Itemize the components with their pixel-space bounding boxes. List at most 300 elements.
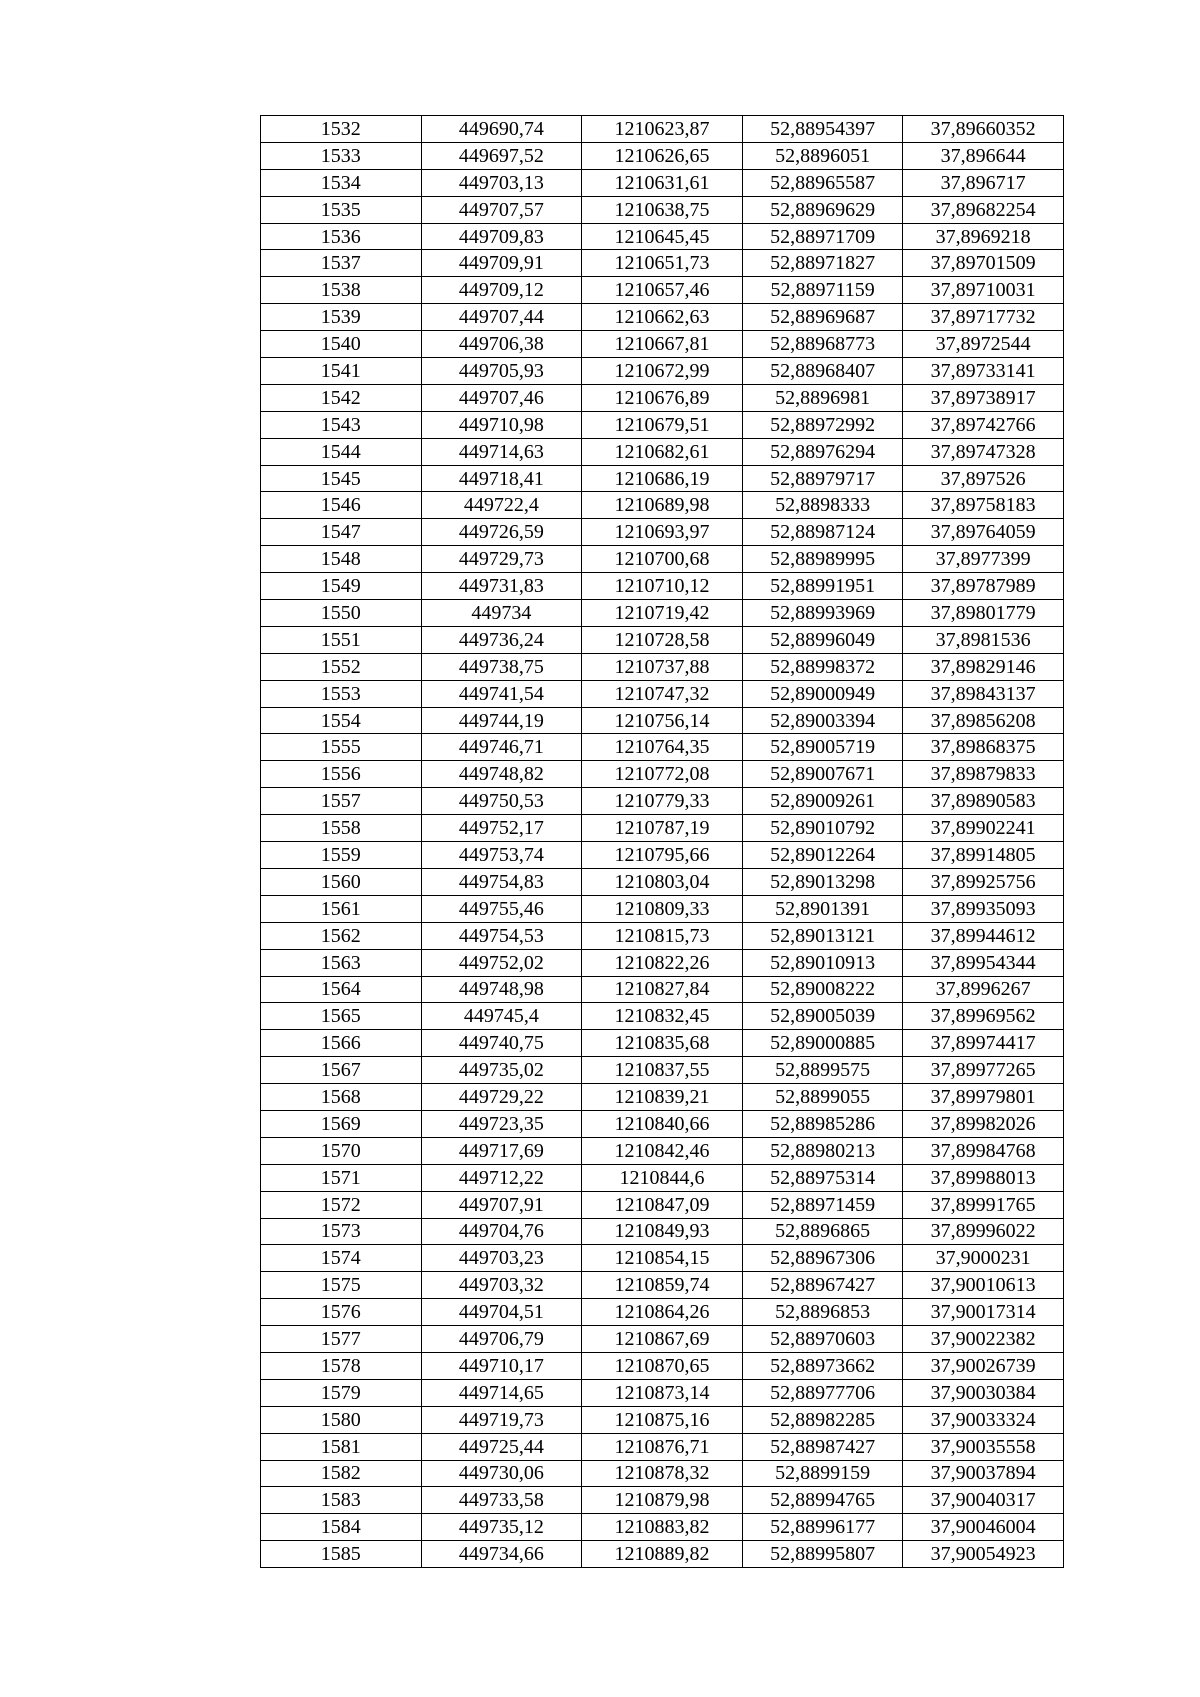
longitude-cell: 37,89829146	[903, 653, 1064, 680]
point-number-cell: 1557	[261, 788, 422, 815]
x-coordinate-cell: 449703,13	[421, 169, 582, 196]
table-row	[261, 1272, 1064, 1299]
latitude-cell: 52,88970603	[742, 1326, 903, 1353]
point-number-cell: 1553	[261, 680, 422, 707]
longitude-cell: 37,8977399	[903, 546, 1064, 573]
y-coordinate-cell: 1210728,58	[582, 626, 743, 653]
longitude-cell: 37,90037894	[903, 1460, 1064, 1487]
y-coordinate-cell: 1210876,71	[582, 1433, 743, 1460]
table-row	[261, 1191, 1064, 1218]
point-number-cell: 1547	[261, 519, 422, 546]
y-coordinate-cell: 1210842,46	[582, 1137, 743, 1164]
y-coordinate-cell: 1210883,82	[582, 1514, 743, 1541]
longitude-cell: 37,89742766	[903, 411, 1064, 438]
table-row	[261, 519, 1064, 546]
point-number-cell: 1579	[261, 1379, 422, 1406]
point-number-cell: 1585	[261, 1541, 422, 1568]
point-number-cell: 1555	[261, 734, 422, 761]
y-coordinate-cell: 1210835,68	[582, 1030, 743, 1057]
latitude-cell: 52,88967306	[742, 1245, 903, 1272]
x-coordinate-cell: 449735,02	[421, 1057, 582, 1084]
y-coordinate-cell: 1210764,35	[582, 734, 743, 761]
x-coordinate-cell: 449703,23	[421, 1245, 582, 1272]
longitude-cell: 37,89969562	[903, 1003, 1064, 1030]
latitude-cell: 52,88991951	[742, 573, 903, 600]
longitude-cell: 37,90040317	[903, 1487, 1064, 1514]
y-coordinate-cell: 1210787,19	[582, 815, 743, 842]
longitude-cell: 37,89701509	[903, 250, 1064, 277]
point-number-cell: 1576	[261, 1299, 422, 1326]
table-row	[261, 1406, 1064, 1433]
latitude-cell: 52,89013298	[742, 868, 903, 895]
x-coordinate-cell: 449731,83	[421, 573, 582, 600]
longitude-cell: 37,89988013	[903, 1164, 1064, 1191]
x-coordinate-cell: 449706,38	[421, 331, 582, 358]
longitude-cell: 37,90033324	[903, 1406, 1064, 1433]
point-number-cell: 1574	[261, 1245, 422, 1272]
table-row	[261, 169, 1064, 196]
longitude-cell: 37,89660352	[903, 116, 1064, 143]
point-number-cell: 1573	[261, 1218, 422, 1245]
latitude-cell: 52,89008222	[742, 976, 903, 1003]
point-number-cell: 1532	[261, 116, 422, 143]
y-coordinate-cell: 1210756,14	[582, 707, 743, 734]
point-number-cell: 1551	[261, 626, 422, 653]
latitude-cell: 52,88987124	[742, 519, 903, 546]
longitude-cell: 37,89738917	[903, 384, 1064, 411]
latitude-cell: 52,88987427	[742, 1433, 903, 1460]
longitude-cell: 37,89996022	[903, 1218, 1064, 1245]
longitude-cell: 37,89764059	[903, 519, 1064, 546]
x-coordinate-cell: 449730,06	[421, 1460, 582, 1487]
table-row	[261, 1514, 1064, 1541]
y-coordinate-cell: 1210849,93	[582, 1218, 743, 1245]
y-coordinate-cell: 1210737,88	[582, 653, 743, 680]
point-number-cell: 1534	[261, 169, 422, 196]
latitude-cell: 52,8899575	[742, 1057, 903, 1084]
table-row	[261, 1487, 1064, 1514]
x-coordinate-cell: 449717,69	[421, 1137, 582, 1164]
y-coordinate-cell: 1210700,68	[582, 546, 743, 573]
latitude-cell: 52,88989995	[742, 546, 903, 573]
latitude-cell: 52,89005719	[742, 734, 903, 761]
longitude-cell: 37,89710031	[903, 277, 1064, 304]
table-row	[261, 1433, 1064, 1460]
y-coordinate-cell: 1210651,73	[582, 250, 743, 277]
longitude-cell: 37,8996267	[903, 976, 1064, 1003]
longitude-cell: 37,897526	[903, 465, 1064, 492]
point-number-cell: 1545	[261, 465, 422, 492]
point-number-cell: 1552	[261, 653, 422, 680]
x-coordinate-cell: 449709,91	[421, 250, 582, 277]
y-coordinate-cell: 1210645,45	[582, 223, 743, 250]
latitude-cell: 52,88972992	[742, 411, 903, 438]
latitude-cell: 52,88965587	[742, 169, 903, 196]
latitude-cell: 52,88996177	[742, 1514, 903, 1541]
point-number-cell: 1542	[261, 384, 422, 411]
table-row	[261, 573, 1064, 600]
x-coordinate-cell: 449719,73	[421, 1406, 582, 1433]
y-coordinate-cell: 1210867,69	[582, 1326, 743, 1353]
table-row	[261, 761, 1064, 788]
point-number-cell: 1550	[261, 600, 422, 627]
x-coordinate-cell: 449741,54	[421, 680, 582, 707]
longitude-cell: 37,89954344	[903, 949, 1064, 976]
point-number-cell: 1548	[261, 546, 422, 573]
point-number-cell: 1533	[261, 142, 422, 169]
table-row	[261, 976, 1064, 1003]
y-coordinate-cell: 1210840,66	[582, 1110, 743, 1137]
latitude-cell: 52,88969629	[742, 196, 903, 223]
point-number-cell: 1554	[261, 707, 422, 734]
y-coordinate-cell: 1210747,32	[582, 680, 743, 707]
y-coordinate-cell: 1210719,42	[582, 600, 743, 627]
x-coordinate-cell: 449736,24	[421, 626, 582, 653]
table-row	[261, 680, 1064, 707]
latitude-cell: 52,89010792	[742, 815, 903, 842]
latitude-cell: 52,8896853	[742, 1299, 903, 1326]
y-coordinate-cell: 1210626,65	[582, 142, 743, 169]
point-number-cell: 1572	[261, 1191, 422, 1218]
longitude-cell: 37,89747328	[903, 438, 1064, 465]
point-number-cell: 1578	[261, 1352, 422, 1379]
longitude-cell: 37,89982026	[903, 1110, 1064, 1137]
longitude-cell: 37,8969218	[903, 223, 1064, 250]
y-coordinate-cell: 1210631,61	[582, 169, 743, 196]
x-coordinate-cell: 449707,57	[421, 196, 582, 223]
x-coordinate-cell: 449710,98	[421, 411, 582, 438]
point-number-cell: 1559	[261, 842, 422, 869]
point-number-cell: 1544	[261, 438, 422, 465]
longitude-cell: 37,89787989	[903, 573, 1064, 600]
latitude-cell: 52,88996049	[742, 626, 903, 653]
point-number-cell: 1564	[261, 976, 422, 1003]
x-coordinate-cell: 449710,17	[421, 1352, 582, 1379]
table-row	[261, 734, 1064, 761]
latitude-cell: 52,8899159	[742, 1460, 903, 1487]
latitude-cell: 52,88968407	[742, 358, 903, 385]
x-coordinate-cell: 449734,66	[421, 1541, 582, 1568]
x-coordinate-cell: 449748,82	[421, 761, 582, 788]
longitude-cell: 37,9000231	[903, 1245, 1064, 1272]
point-number-cell: 1540	[261, 331, 422, 358]
latitude-cell: 52,8898333	[742, 492, 903, 519]
y-coordinate-cell: 1210864,26	[582, 1299, 743, 1326]
table-row	[261, 600, 1064, 627]
latitude-cell: 52,88979717	[742, 465, 903, 492]
table-row	[261, 626, 1064, 653]
y-coordinate-cell: 1210779,33	[582, 788, 743, 815]
x-coordinate-cell: 449750,53	[421, 788, 582, 815]
point-number-cell: 1536	[261, 223, 422, 250]
table-row	[261, 304, 1064, 331]
point-number-cell: 1543	[261, 411, 422, 438]
y-coordinate-cell: 1210679,51	[582, 411, 743, 438]
x-coordinate-cell: 449755,46	[421, 895, 582, 922]
latitude-cell: 52,88973662	[742, 1352, 903, 1379]
latitude-cell: 52,88971459	[742, 1191, 903, 1218]
longitude-cell: 37,89890583	[903, 788, 1064, 815]
point-number-cell: 1560	[261, 868, 422, 895]
x-coordinate-cell: 449697,52	[421, 142, 582, 169]
y-coordinate-cell: 1210827,84	[582, 976, 743, 1003]
table-row	[261, 949, 1064, 976]
table-row	[261, 1460, 1064, 1487]
x-coordinate-cell: 449738,75	[421, 653, 582, 680]
table-row	[261, 1137, 1064, 1164]
point-number-cell: 1569	[261, 1110, 422, 1137]
y-coordinate-cell: 1210879,98	[582, 1487, 743, 1514]
point-number-cell: 1566	[261, 1030, 422, 1057]
point-number-cell: 1581	[261, 1433, 422, 1460]
longitude-cell: 37,89843137	[903, 680, 1064, 707]
y-coordinate-cell: 1210837,55	[582, 1057, 743, 1084]
table-row	[261, 546, 1064, 573]
table-row	[261, 1003, 1064, 1030]
table-row	[261, 1541, 1064, 1568]
point-number-cell: 1535	[261, 196, 422, 223]
table-row	[261, 438, 1064, 465]
point-number-cell: 1556	[261, 761, 422, 788]
longitude-cell: 37,89914805	[903, 842, 1064, 869]
table-row	[261, 1218, 1064, 1245]
table-row	[261, 1057, 1064, 1084]
latitude-cell: 52,8896981	[742, 384, 903, 411]
y-coordinate-cell: 1210889,82	[582, 1541, 743, 1568]
latitude-cell: 52,89000885	[742, 1030, 903, 1057]
point-number-cell: 1577	[261, 1326, 422, 1353]
y-coordinate-cell: 1210803,04	[582, 868, 743, 895]
longitude-cell: 37,8981536	[903, 626, 1064, 653]
table-row	[261, 492, 1064, 519]
table-row	[261, 331, 1064, 358]
latitude-cell: 52,88968773	[742, 331, 903, 358]
x-coordinate-cell: 449707,44	[421, 304, 582, 331]
y-coordinate-cell: 1210662,63	[582, 304, 743, 331]
point-number-cell: 1562	[261, 922, 422, 949]
latitude-cell: 52,88976294	[742, 438, 903, 465]
x-coordinate-cell: 449714,65	[421, 1379, 582, 1406]
table-row	[261, 465, 1064, 492]
y-coordinate-cell: 1210667,81	[582, 331, 743, 358]
longitude-cell: 37,89717732	[903, 304, 1064, 331]
y-coordinate-cell: 1210689,98	[582, 492, 743, 519]
table-row	[261, 1110, 1064, 1137]
table-row	[261, 250, 1064, 277]
longitude-cell: 37,90017314	[903, 1299, 1064, 1326]
table-row	[261, 358, 1064, 385]
y-coordinate-cell: 1210822,26	[582, 949, 743, 976]
y-coordinate-cell: 1210832,45	[582, 1003, 743, 1030]
x-coordinate-cell: 449752,17	[421, 815, 582, 842]
longitude-cell: 37,89879833	[903, 761, 1064, 788]
x-coordinate-cell: 449707,91	[421, 1191, 582, 1218]
x-coordinate-cell: 449735,12	[421, 1514, 582, 1541]
coordinates-table	[260, 115, 1064, 1568]
latitude-cell: 52,8901391	[742, 895, 903, 922]
table-row	[261, 1084, 1064, 1111]
table-row	[261, 1030, 1064, 1057]
table-row	[261, 1379, 1064, 1406]
y-coordinate-cell: 1210686,19	[582, 465, 743, 492]
x-coordinate-cell: 449745,4	[421, 1003, 582, 1030]
latitude-cell: 52,88977706	[742, 1379, 903, 1406]
y-coordinate-cell: 1210657,46	[582, 277, 743, 304]
latitude-cell: 52,8896051	[742, 142, 903, 169]
longitude-cell: 37,89974417	[903, 1030, 1064, 1057]
latitude-cell: 52,89010913	[742, 949, 903, 976]
latitude-cell: 52,88971827	[742, 250, 903, 277]
longitude-cell: 37,90035558	[903, 1433, 1064, 1460]
x-coordinate-cell: 449733,58	[421, 1487, 582, 1514]
table-row	[261, 842, 1064, 869]
table-row	[261, 223, 1064, 250]
table-row	[261, 384, 1064, 411]
x-coordinate-cell: 449752,02	[421, 949, 582, 976]
longitude-cell: 37,896717	[903, 169, 1064, 196]
x-coordinate-cell: 449740,75	[421, 1030, 582, 1057]
x-coordinate-cell: 449705,93	[421, 358, 582, 385]
point-number-cell: 1561	[261, 895, 422, 922]
table-row	[261, 1299, 1064, 1326]
latitude-cell: 52,89000949	[742, 680, 903, 707]
point-number-cell: 1570	[261, 1137, 422, 1164]
x-coordinate-cell: 449729,22	[421, 1084, 582, 1111]
latitude-cell: 52,8899055	[742, 1084, 903, 1111]
longitude-cell: 37,89902241	[903, 815, 1064, 842]
latitude-cell: 52,8896865	[742, 1218, 903, 1245]
latitude-cell: 52,88971159	[742, 277, 903, 304]
latitude-cell: 52,88954397	[742, 116, 903, 143]
table-row	[261, 1164, 1064, 1191]
longitude-cell: 37,89977265	[903, 1057, 1064, 1084]
table-row	[261, 142, 1064, 169]
table-row	[261, 116, 1064, 143]
longitude-cell: 37,8972544	[903, 331, 1064, 358]
latitude-cell: 52,89009261	[742, 788, 903, 815]
latitude-cell: 52,89012264	[742, 842, 903, 869]
longitude-cell: 37,89733141	[903, 358, 1064, 385]
x-coordinate-cell: 449725,44	[421, 1433, 582, 1460]
latitude-cell: 52,88975314	[742, 1164, 903, 1191]
point-number-cell: 1539	[261, 304, 422, 331]
longitude-cell: 37,89979801	[903, 1084, 1064, 1111]
latitude-cell: 52,88995807	[742, 1541, 903, 1568]
y-coordinate-cell: 1210870,65	[582, 1352, 743, 1379]
x-coordinate-cell: 449722,4	[421, 492, 582, 519]
y-coordinate-cell: 1210873,14	[582, 1379, 743, 1406]
x-coordinate-cell: 449744,19	[421, 707, 582, 734]
x-coordinate-cell: 449704,51	[421, 1299, 582, 1326]
point-number-cell: 1568	[261, 1084, 422, 1111]
longitude-cell: 37,89868375	[903, 734, 1064, 761]
x-coordinate-cell: 449690,74	[421, 116, 582, 143]
point-number-cell: 1549	[261, 573, 422, 600]
longitude-cell: 37,90022382	[903, 1326, 1064, 1353]
latitude-cell: 52,89007671	[742, 761, 903, 788]
y-coordinate-cell: 1210878,32	[582, 1460, 743, 1487]
table-row	[261, 1326, 1064, 1353]
x-coordinate-cell: 449748,98	[421, 976, 582, 1003]
y-coordinate-cell: 1210682,61	[582, 438, 743, 465]
x-coordinate-cell: 449704,76	[421, 1218, 582, 1245]
y-coordinate-cell: 1210672,99	[582, 358, 743, 385]
latitude-cell: 52,88998372	[742, 653, 903, 680]
longitude-cell: 37,896644	[903, 142, 1064, 169]
y-coordinate-cell: 1210854,15	[582, 1245, 743, 1272]
latitude-cell: 52,89003394	[742, 707, 903, 734]
x-coordinate-cell: 449729,73	[421, 546, 582, 573]
table-row	[261, 815, 1064, 842]
x-coordinate-cell: 449709,83	[421, 223, 582, 250]
table-row	[261, 196, 1064, 223]
y-coordinate-cell: 1210676,89	[582, 384, 743, 411]
x-coordinate-cell: 449714,63	[421, 438, 582, 465]
x-coordinate-cell: 449707,46	[421, 384, 582, 411]
x-coordinate-cell: 449703,32	[421, 1272, 582, 1299]
x-coordinate-cell: 449723,35	[421, 1110, 582, 1137]
x-coordinate-cell: 449726,59	[421, 519, 582, 546]
coordinates-table-body	[261, 116, 1064, 1568]
point-number-cell: 1538	[261, 277, 422, 304]
point-number-cell: 1546	[261, 492, 422, 519]
y-coordinate-cell: 1210859,74	[582, 1272, 743, 1299]
x-coordinate-cell: 449746,71	[421, 734, 582, 761]
longitude-cell: 37,89801779	[903, 600, 1064, 627]
latitude-cell: 52,89005039	[742, 1003, 903, 1030]
table-row	[261, 653, 1064, 680]
y-coordinate-cell: 1210839,21	[582, 1084, 743, 1111]
longitude-cell: 37,89758183	[903, 492, 1064, 519]
table-row	[261, 922, 1064, 949]
y-coordinate-cell: 1210710,12	[582, 573, 743, 600]
longitude-cell: 37,89984768	[903, 1137, 1064, 1164]
y-coordinate-cell: 1210844,6	[582, 1164, 743, 1191]
longitude-cell: 37,89944612	[903, 922, 1064, 949]
point-number-cell: 1575	[261, 1272, 422, 1299]
y-coordinate-cell: 1210847,09	[582, 1191, 743, 1218]
table-row	[261, 411, 1064, 438]
longitude-cell: 37,89856208	[903, 707, 1064, 734]
table-row	[261, 895, 1064, 922]
x-coordinate-cell: 449706,79	[421, 1326, 582, 1353]
longitude-cell: 37,89682254	[903, 196, 1064, 223]
point-number-cell: 1583	[261, 1487, 422, 1514]
longitude-cell: 37,89925756	[903, 868, 1064, 895]
latitude-cell: 52,88967427	[742, 1272, 903, 1299]
point-number-cell: 1541	[261, 358, 422, 385]
table-row	[261, 277, 1064, 304]
longitude-cell: 37,90030384	[903, 1379, 1064, 1406]
y-coordinate-cell: 1210809,33	[582, 895, 743, 922]
point-number-cell: 1571	[261, 1164, 422, 1191]
x-coordinate-cell: 449734	[421, 600, 582, 627]
point-number-cell: 1565	[261, 1003, 422, 1030]
y-coordinate-cell: 1210623,87	[582, 116, 743, 143]
y-coordinate-cell: 1210875,16	[582, 1406, 743, 1433]
point-number-cell: 1580	[261, 1406, 422, 1433]
latitude-cell: 52,88994765	[742, 1487, 903, 1514]
x-coordinate-cell: 449753,74	[421, 842, 582, 869]
table-row	[261, 788, 1064, 815]
point-number-cell: 1582	[261, 1460, 422, 1487]
x-coordinate-cell: 449718,41	[421, 465, 582, 492]
point-number-cell: 1558	[261, 815, 422, 842]
y-coordinate-cell: 1210795,66	[582, 842, 743, 869]
point-number-cell: 1563	[261, 949, 422, 976]
latitude-cell: 52,88971709	[742, 223, 903, 250]
table-row	[261, 1245, 1064, 1272]
